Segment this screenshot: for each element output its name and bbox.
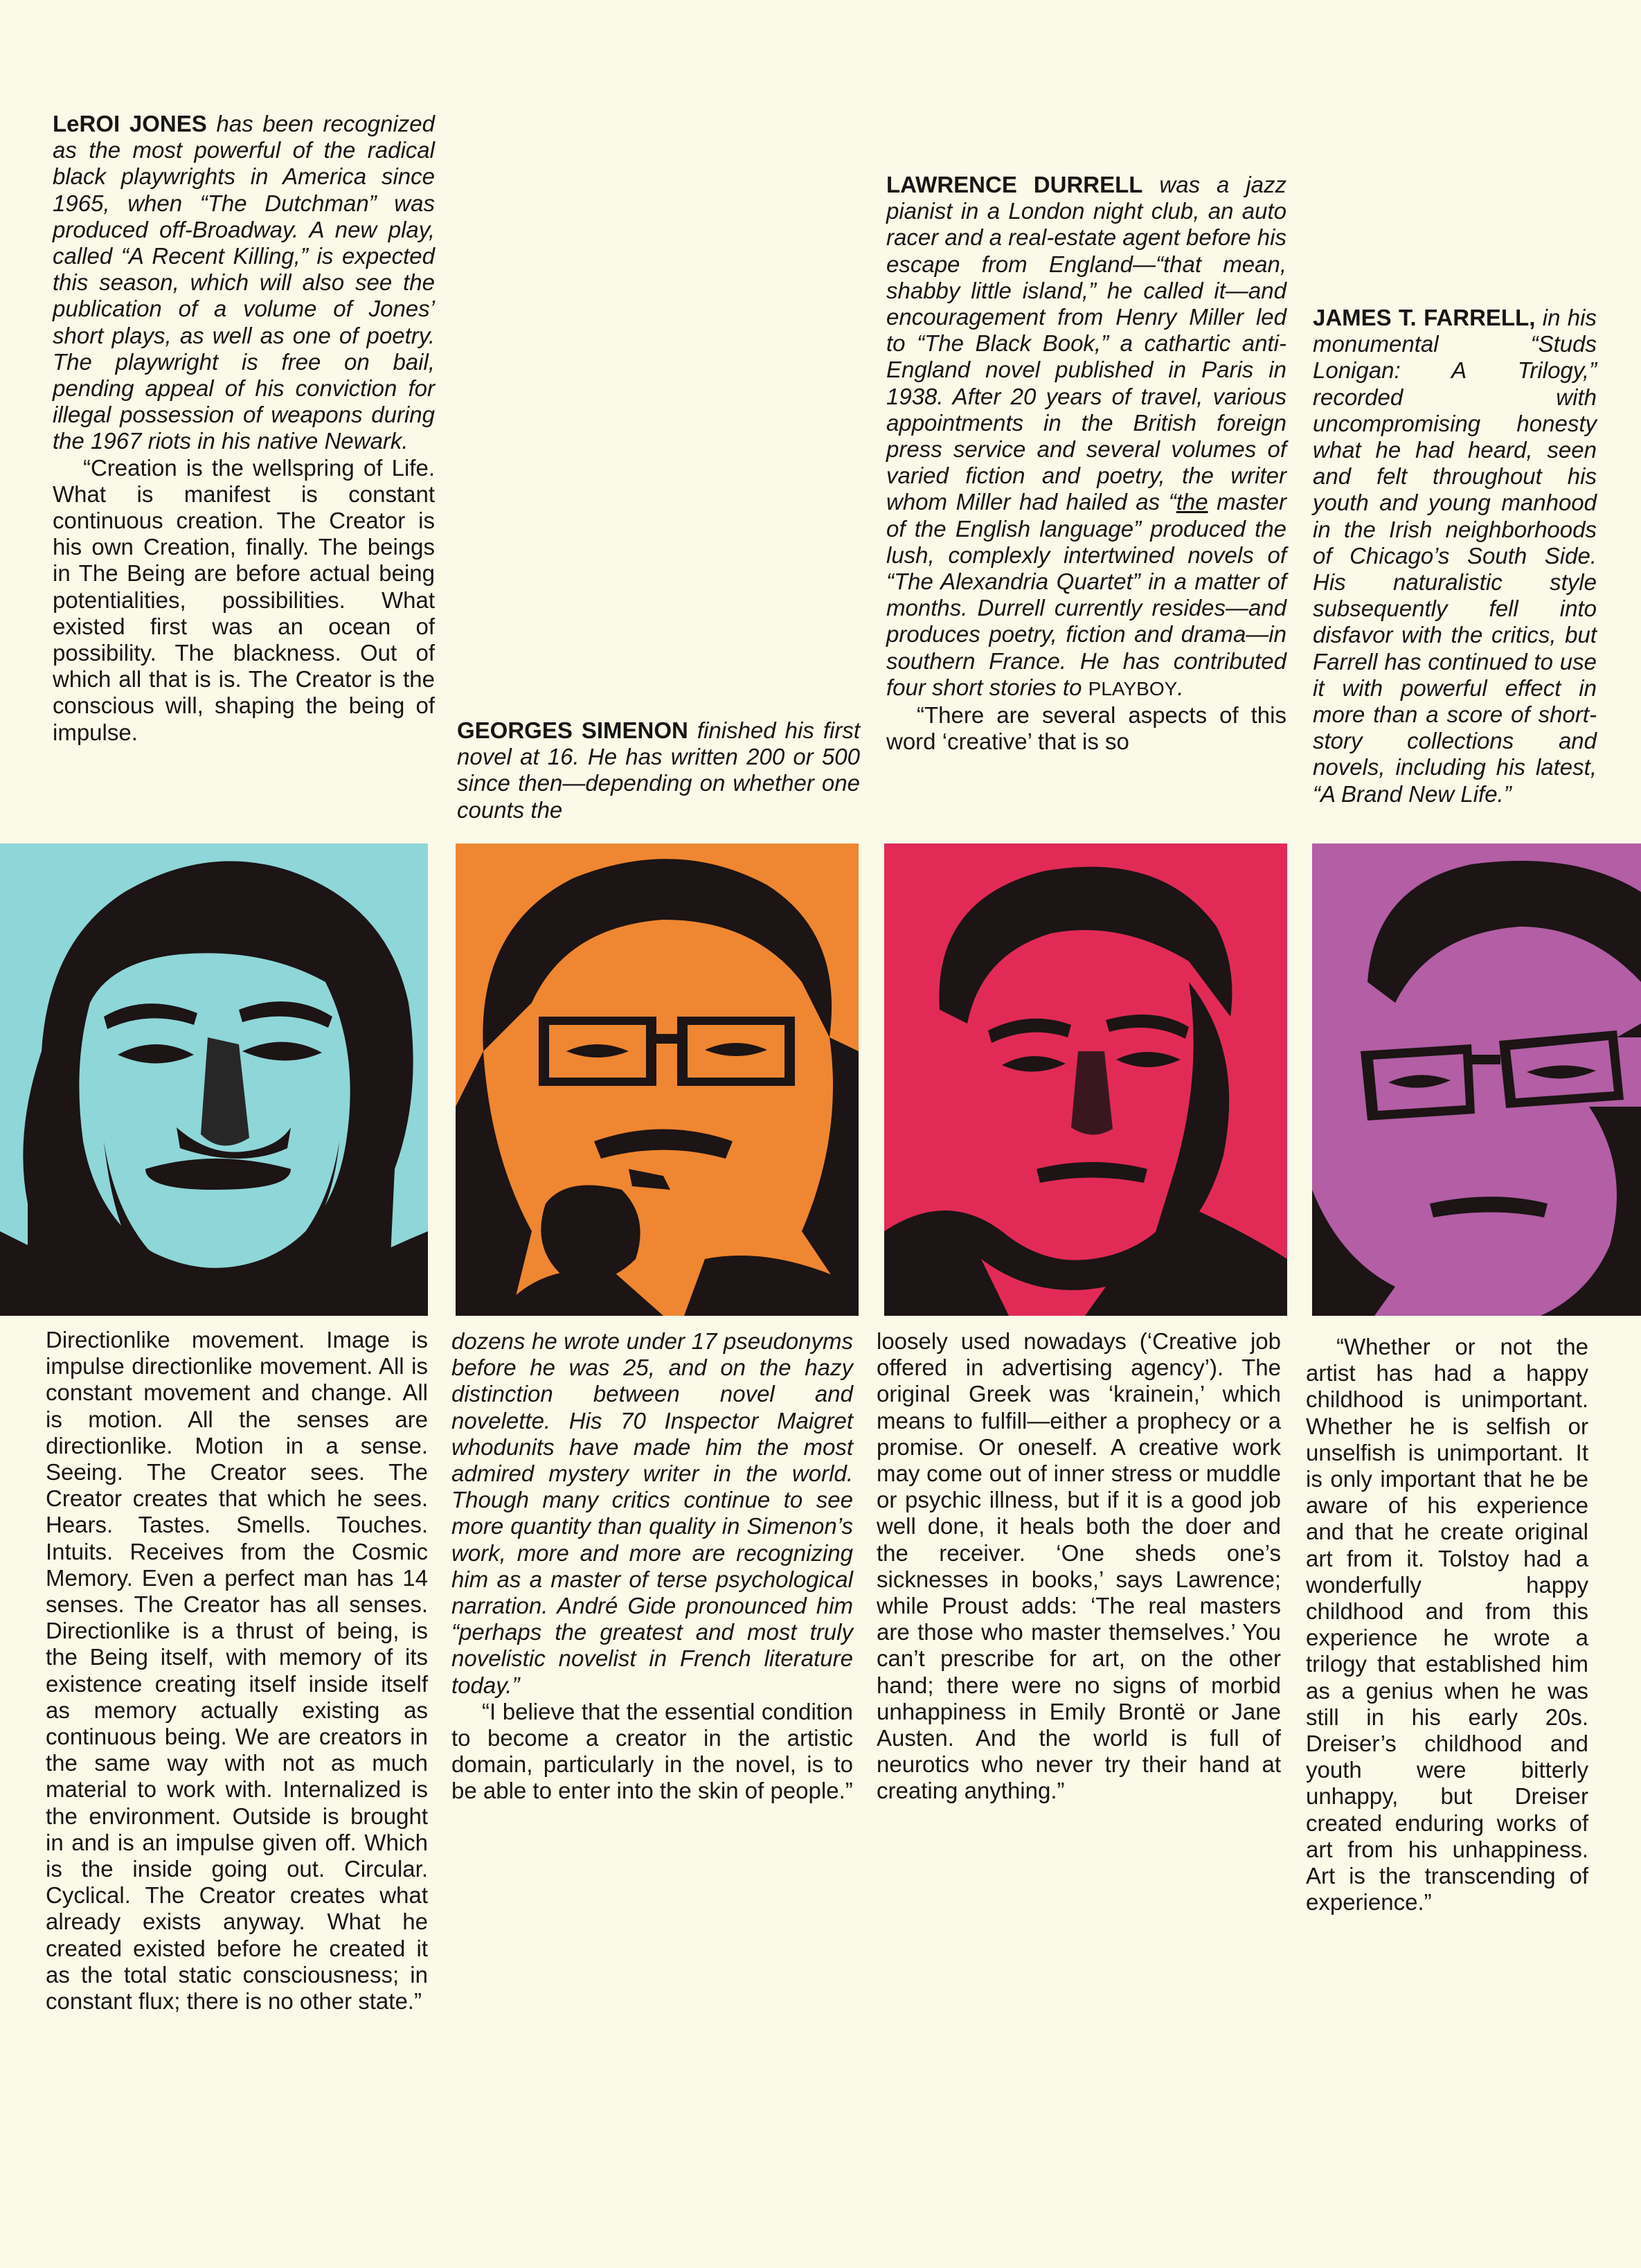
durrell-bio-b: master of the English language” produced the lush, complexly intertwined novels of “The Alexandria Quartet” in a matter of months. Durrell currently resides—and produces poetry, fiction and drama—in southern France. He has contributed four short stories to <box>886 489 1287 700</box>
simenon-bio-bottom: dozens he wrote under 17 pseudonyms before he was 25, and on the hazy distinction between novel and novelette. His 70 Inspector Maigret whodunits have made him the most admired mystery writer in the world. Though many critics continue to see more quantity than quality in Simenon’s work, more and more are recognizing him as a master of terse psychological narration. André Gide pronounced him “perhaps the greatest and most truly novelistic novelist in French literature today.” <box>451 1328 853 1698</box>
durrell-text-bottom <box>877 1328 1281 1805</box>
farrell-quote: “Whether or not the artist has had a happy childhood is unimportant. Whether he is selfish or unselfish is unimportant. It is only important that he be aware of his experience and that he create original art from it. Tolstoy had a wonderfully happy childhood and from this experience he wrote a trilogy that established him as a genius when he was still in his early 20s. Dreiser’s childhood and youth were bitterly unhappy, but Dreiser created enduring works of art from his unhappiness. Art is the transcending of experience.” <box>1306 1334 1588 1916</box>
simenon-portrait-illustration <box>456 843 859 1316</box>
simenon-portrait <box>456 843 859 1316</box>
farrell-text-top <box>1313 305 1597 807</box>
durrell-portrait <box>884 843 1287 1316</box>
jones-text-bottom <box>46 1327 428 2015</box>
durrell-text-top <box>886 172 1286 755</box>
simenon-bio-top <box>457 717 860 823</box>
durrell-bio-a: was a jazz pianist in a London night club, an auto racer and a real-estate agent before his escape from England—“that mean, shabby little island,” he called it—and encouragement from Henry Miller led to “The Black Book,” a cathartic anti-England novel published in Paris in 1938. After 20 years of travel, various appointments in the British foreign press service and several volumes of varied fiction and poetry, the writer whom Miller had hailed as “ <box>886 172 1286 515</box>
jones-portrait-illustration <box>0 843 428 1316</box>
farrell-bio <box>1313 305 1597 807</box>
jones-text-top <box>53 111 435 746</box>
farrell-name: JAMES T. FARRELL, <box>1313 305 1536 330</box>
jones-bio-text: has been recognized as the most powerful of the radical black playwrights in America since 1965, when “The Dutchman” was produced off-Broadway. A new play, called “A Recent Killing,” is expected this season, which will also see the publication of a volume of Jones’ short plays, as well as one of poetry. The playwright is free on bail, pending appeal of his conviction for illegal possession of weapons during the 1967 riots in his native Newark. <box>53 111 435 454</box>
durrell-bio <box>886 172 1286 702</box>
simenon-text-bottom <box>451 1328 853 1805</box>
jones-portrait <box>0 843 428 1316</box>
simenon-quote: “I believe that the essential condition to become a creator in the artistic domain, particularly in the novel, is to be able to enter into the skin of people.” <box>451 1698 853 1804</box>
simenon-bio-top-text: finished his first novel at 16. He has written 200 or 500 since then—depending on whether one counts the <box>457 717 860 823</box>
simenon-text-top <box>457 717 860 823</box>
simenon-name: GEORGES SIMENON <box>457 717 688 743</box>
durrell-quote-top: “There are several aspects of this word ‘creative’ that is so <box>886 702 1286 755</box>
durrell-name: LAWRENCE DURRELL <box>886 172 1143 197</box>
durrell-bio-end: . <box>1177 674 1184 700</box>
durrell-bio-the: the <box>1176 489 1208 515</box>
jones-quote-bottom: Directionlike movement. Image is impulse directionlike movement. All is constant movement and change. All is motion. All the senses are directionlike. Motion in a sense. Seeing. The Creator sees. The Creator creates that which he sees. Hears. Tastes. Smells. Touches. Intuits. Receives from the Cosmic Memory. Even a perfect man has 14 senses. The Creator has all senses. Directionlike is a thrust of being, is the Being itself, with memory of its existence creating itself inside itself as memory actually existing as continuous being. We are creators in the same way with not as much material to work with. Internalized is the environment. Outside is brought in and is an impulse given off. Which is the inside going out. Circular. Cyclical. The Creator creates what already exists anyway. What he created existed before he created it as the total static consciousness; in constant flux; there is no other state.” <box>46 1327 428 2015</box>
farrell-text-bottom <box>1306 1334 1588 1916</box>
farrell-portrait <box>1312 843 1641 1316</box>
farrell-bio-text: in his monumental “Studs Lonigan: A Trilogy,” recorded with uncompromising honesty what he had heard, seen and felt throughout his youth and young manhood in the Irish neighborhoods of Chicago’s South Side. His naturalistic style subsequently fell into disfavor with the critics, but Farrell has continued to use it with powerful effect in more than a score of short-story collections and novels, including his latest, “A Brand New Life.” <box>1313 305 1597 807</box>
durrell-portrait-illustration <box>884 843 1287 1316</box>
jones-quote-top: “Creation is the wellspring of Life. What is manifest is constant continuous creation. The Creator is his own Creation, finally. The beings in The Being are before actual being potentialities, possibilities. What existed first was an ocean of possibility. The blackness. Out of which all that is is. The Creator is the conscious will, shaping the being of impulse. <box>53 454 435 745</box>
farrell-portrait-illustration <box>1312 843 1641 1316</box>
durrell-quote-bottom: loosely used nowadays (‘Creative job offered in advertising agency’). The original Greek was ‘krainein,’ which means to fulfill—either a prophecy or a promise. Or oneself. A creative work may come out of inner stress or muddle or psychic illness, but if it is a good job well done, it heals both the doer and the receiver. ‘One sheds one’s sicknesses in books,’ says Lawrence; while Proust adds: ‘The real masters are those who master themselves.’ You can’t prescribe for art, on the other hand; there were no signs of morbid unhappiness in Emily Brontë or Jane Austen. And the world is full of neurotics who never try their hand at creating anything.” <box>877 1328 1281 1804</box>
jones-name: LeROI JONES <box>53 111 207 136</box>
jones-bio <box>53 111 435 455</box>
playboy-wordmark: PLAYBOY <box>1088 677 1178 699</box>
